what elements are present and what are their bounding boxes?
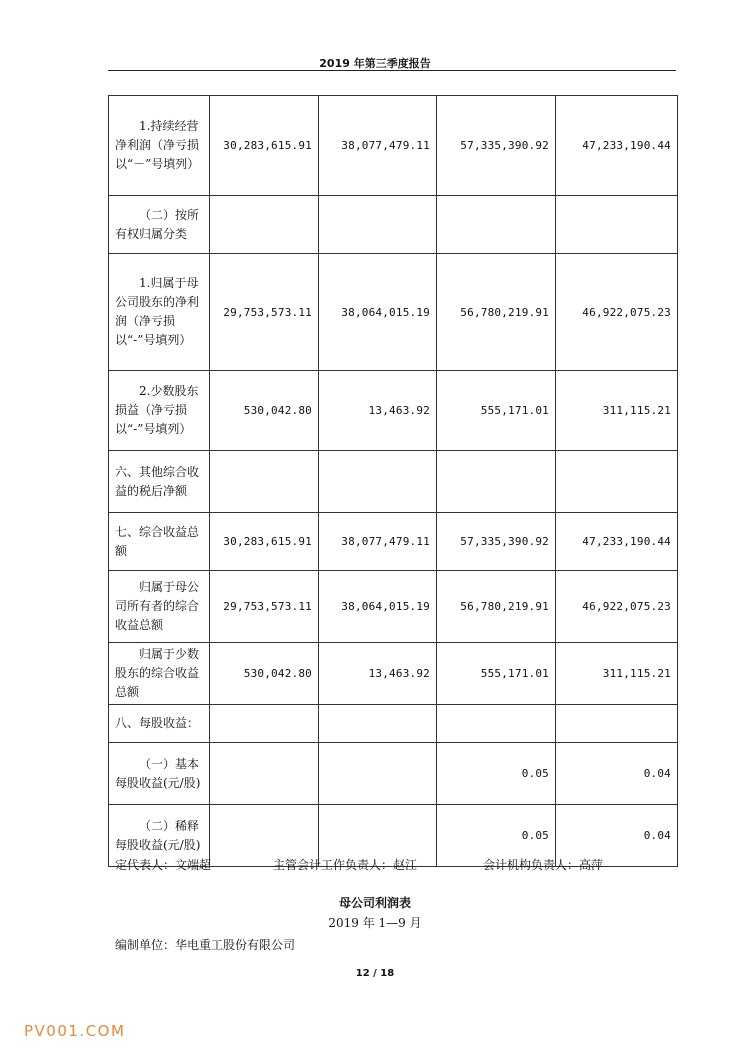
value-cell: [437, 705, 556, 743]
row-label: （一）基本每股收益(元/股): [109, 743, 210, 805]
value-cell: 46,922,075.23: [556, 571, 678, 643]
row-label: （二）稀释每股收益(元/股): [109, 805, 210, 867]
table-row: [109, 571, 678, 643]
legal-representative: 定代表人：文端超: [115, 858, 212, 872]
value-cell: [556, 705, 678, 743]
value-cell: 38,077,479.11: [319, 96, 437, 196]
value-cell: 0.05: [437, 805, 556, 867]
table-row: [109, 96, 678, 196]
row-label: 1.归属于母公司股东的净利润（净亏损以“-”号填列）: [109, 254, 210, 371]
value-cell: 555,171.01: [437, 643, 556, 705]
value-cell: 57,335,390.92: [437, 96, 556, 196]
parent-statement-title: 母公司利润表: [338, 896, 411, 910]
table-row: [109, 254, 678, 371]
row-label: 2.少数股东损益（净亏损以“-”号填列）: [109, 371, 210, 451]
value-cell: [319, 743, 437, 805]
value-cell: [210, 743, 319, 805]
value-cell: 47,233,190.44: [556, 96, 678, 196]
page-header-title: 2019 年第三季度报告: [319, 57, 431, 70]
value-cell: 555,171.01: [437, 371, 556, 451]
value-cell: [437, 196, 556, 254]
value-cell: 13,463.92: [319, 371, 437, 451]
value-cell: 311,115.21: [556, 371, 678, 451]
parent-statement-period: 2019 年 1—9 月: [328, 916, 422, 930]
value-cell: [319, 451, 437, 513]
row-label: 八、每股收益：: [109, 705, 210, 743]
table-row: [109, 196, 678, 254]
value-cell: [210, 451, 319, 513]
value-cell: [210, 196, 319, 254]
value-cell: 29,753,573.11: [210, 254, 319, 371]
value-cell: 13,463.92: [319, 643, 437, 705]
value-cell: [556, 196, 678, 254]
accounting-dept-head: 会计机构负责人：高萍: [483, 858, 604, 872]
table-row: [109, 743, 678, 805]
table-row: [109, 513, 678, 571]
value-cell: 46,922,075.23: [556, 254, 678, 371]
value-cell: [437, 451, 556, 513]
value-cell: [210, 705, 319, 743]
compiler-unit: 编制单位：华电重工股份有限公司: [115, 938, 296, 952]
value-cell: 47,233,190.44: [556, 513, 678, 571]
row-label: 六、其他综合收益的税后净额: [109, 451, 210, 513]
header-rule: [108, 70, 676, 71]
row-label: 七、综合收益总额: [109, 513, 210, 571]
row-label: 归属于母公司所有者的综合收益总额: [109, 571, 210, 643]
value-cell: 38,064,015.19: [319, 571, 437, 643]
value-cell: 311,115.21: [556, 643, 678, 705]
value-cell: 0.04: [556, 743, 678, 805]
value-cell: [556, 451, 678, 513]
income-statement-table: [108, 95, 678, 867]
value-cell: 56,780,219.91: [437, 254, 556, 371]
table-row: [109, 643, 678, 705]
row-label: 1.持续经营净利润（净亏损以“－”号填列）: [109, 96, 210, 196]
page-number: 12 / 18: [355, 968, 395, 979]
value-cell: 29,753,573.11: [210, 571, 319, 643]
value-cell: 30,283,615.91: [210, 513, 319, 571]
value-cell: 56,780,219.91: [437, 571, 556, 643]
table-row: [109, 451, 678, 513]
watermark: PV001.COM: [24, 1022, 126, 1040]
value-cell: [319, 705, 437, 743]
value-cell: 530,042.80: [210, 643, 319, 705]
table-row: [109, 371, 678, 451]
accounting-head: 主管会计工作负责人：赵江: [273, 858, 418, 872]
value-cell: 38,077,479.11: [319, 513, 437, 571]
value-cell: 38,064,015.19: [319, 254, 437, 371]
value-cell: 0.05: [437, 743, 556, 805]
value-cell: 530,042.80: [210, 371, 319, 451]
row-label: 归属于少数股东的综合收益总额: [109, 643, 210, 705]
row-label: （二）按所有权归属分类: [109, 196, 210, 254]
value-cell: [319, 196, 437, 254]
value-cell: 30,283,615.91: [210, 96, 319, 196]
table-row: [109, 705, 678, 743]
value-cell: 0.04: [556, 805, 678, 867]
value-cell: 57,335,390.92: [437, 513, 556, 571]
